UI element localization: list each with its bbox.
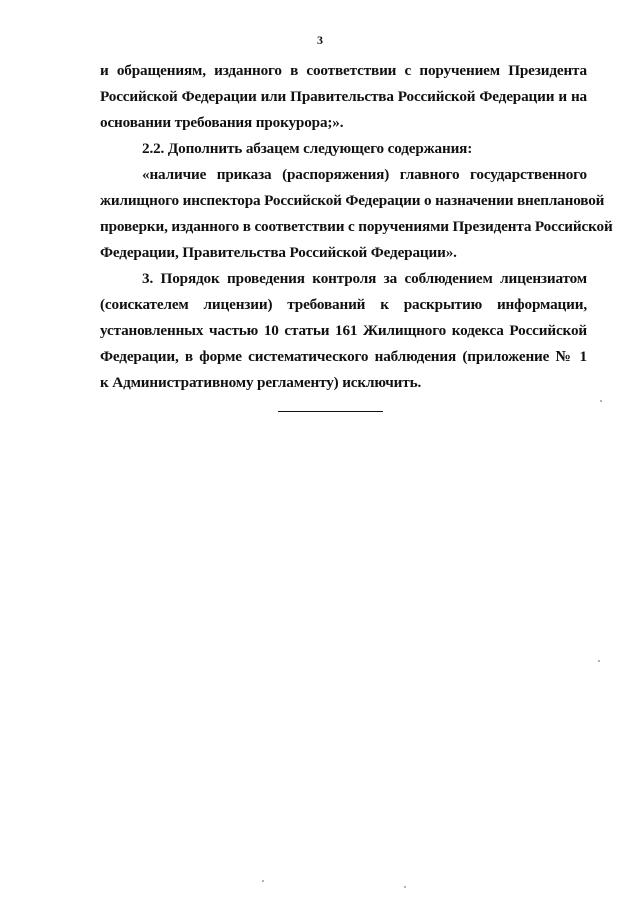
text-line: установленных частью 10 статьи 161 Жилищного кодекса Российской: [100, 322, 587, 339]
scan-speck: [404, 886, 406, 888]
paragraph-added-text: [100, 162, 613, 266]
document-body: [100, 58, 613, 396]
text-line: 3. Порядок проведения контроля за соблюдением лицензиатом: [142, 270, 587, 287]
text-line: Федерации, в форме систематического наблюдения (приложение № 1: [100, 348, 587, 365]
text-line: к Административному регламенту) исключить.: [100, 374, 422, 391]
paragraph-item-3: [100, 266, 587, 396]
text-line: основании требования прокурора;».: [100, 114, 344, 131]
paragraph-continuation: [100, 58, 587, 136]
text-line: проверки, изданного в соответствии с поручениями Президента Российской: [100, 218, 613, 235]
text-line: и обращениям, изданного в соответствии с поручением Президента: [100, 62, 587, 79]
paragraph-item-2-2: [100, 136, 587, 162]
text-line: Федерации, Правительства Российской Федерации».: [100, 244, 457, 261]
text-line: Российской Федерации или Правительства Российской Федерации и на: [100, 88, 587, 105]
text-line: 2.2. Дополнить абзацем следующего содержания:: [142, 140, 473, 157]
scan-speck: [598, 660, 600, 662]
scan-speck: [262, 880, 264, 882]
text-line: жилищного инспектора Российской Федерации о назначении внеплановой: [100, 192, 605, 209]
closing-rule: [278, 411, 383, 412]
text-line: «наличие приказа (распоряжения) главного государственного: [142, 166, 587, 183]
text-line: (соискателем лицензии) требований к раскрытию информации,: [100, 296, 587, 313]
page-number: 3: [317, 33, 323, 47]
scan-speck: [600, 400, 602, 402]
